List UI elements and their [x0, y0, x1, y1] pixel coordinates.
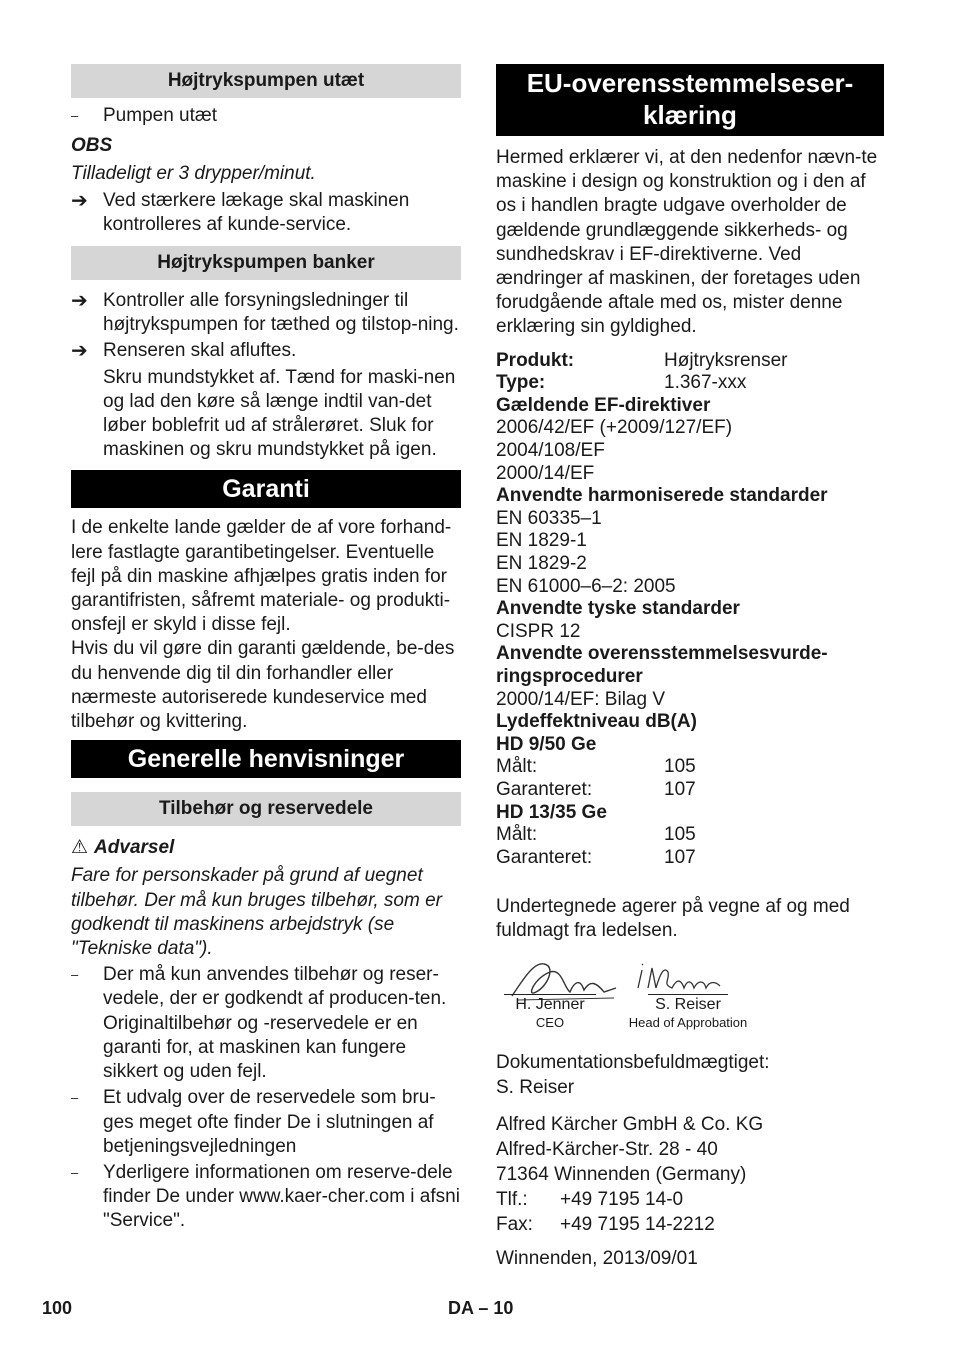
signature-reiser: [622, 994, 754, 1031]
right-column: [496, 64, 884, 1271]
company-city: 71364 Winnenden (Germany): [496, 1163, 747, 1185]
list-item: [71, 1161, 461, 1234]
declaration-details: [496, 350, 884, 870]
list-item: [71, 104, 461, 128]
documentation-name: S. Reiser: [496, 1076, 575, 1098]
fax-label: Fax:: [496, 1213, 533, 1235]
phone-value: +49 7195 14-0: [560, 1188, 684, 1210]
action-item: [71, 189, 461, 237]
documentation-label: Dokumentationsbefuldmægtiget:: [496, 1051, 770, 1073]
directive-item: 2006/42/EF (+2009/127/EF): [496, 417, 733, 439]
section-heading-pump-knocks: Højtrykspumpen banker: [71, 246, 461, 280]
place-date: Winnenden, 2013/09/01: [496, 1247, 698, 1269]
type-row: [496, 372, 884, 395]
standard-item: CISPR 12: [496, 620, 581, 642]
warranty-paragraph: I de enkelte lande gælder de af vore forhand-lere fastlagte garantibetingelser. Eventuelle fejl på din maskine afhjælpes gratis inden for garantifristen, såfremt materiale- og produkti-onsfejl er skyld i disse fejl.: [71, 517, 452, 636]
product-label: Produkt:: [496, 349, 575, 371]
phone-row: [496, 1187, 884, 1212]
fax-row: [496, 1212, 884, 1237]
list-item: [71, 963, 461, 1084]
type-value: 1.367-xxx: [664, 372, 747, 394]
type-label: Type:: [496, 372, 546, 394]
signatory-name: S. Reiser: [655, 995, 721, 1013]
signature-block: [496, 958, 884, 1048]
company-address: [496, 1112, 884, 1237]
note-text: Tilladeligt er 3 drypper/minut.: [71, 163, 316, 185]
note-label: OBS: [71, 135, 113, 157]
guaranteed-row: [496, 779, 884, 802]
action-text: Kontroller alle forsyningsledninger til højtrykspumpen for tæthed og tilstop-ning.: [103, 290, 459, 336]
measured-value: 105: [664, 824, 696, 846]
arrow-right-icon: ➔: [71, 189, 88, 212]
harmonised-heading: Anvendte harmoniserede standarder: [496, 485, 828, 507]
action-item: [71, 289, 461, 337]
standard-item: EN 60335–1: [496, 507, 602, 529]
action-text: Ved stærkere lækage skal maskinen kontrolleres af kunde-service.: [103, 189, 410, 235]
dash-bullet: –: [71, 967, 79, 983]
measured-row: [496, 824, 884, 847]
warning-label: Advarsel: [94, 837, 175, 859]
warranty-paragraph: Hvis du vil gøre din garanti gældende, be-des du henvende dig til din forhandler eller nærmeste autoriserede kundeservice med tilbehør og kvittering.: [71, 638, 455, 733]
left-column: [71, 64, 461, 1234]
product-row: [496, 350, 884, 373]
sound-level-heading: Lydeffektniveau dB(A): [496, 711, 697, 733]
model-name: HD 13/35 Ge: [496, 801, 607, 823]
measured-label: Målt:: [496, 824, 538, 846]
dash-bullet: –: [71, 108, 79, 123]
guaranteed-label: Garanteret:: [496, 778, 593, 800]
german-standards-heading: Anvendte tyske standarder: [496, 598, 740, 620]
section-heading-general: Generelle henvisninger: [71, 740, 461, 778]
heading-line: EU-overensstemmelseser-: [526, 68, 854, 98]
warning-text: Fare for personskader på grund af uegnet tilbehør. Der må kun bruges tilbehør, som er godkendt til maskinens arbejdstryk (se "Tekniske data").: [71, 865, 442, 960]
signatory-role: Head of Approbation: [628, 1014, 748, 1030]
guaranteed-value: 107: [664, 778, 696, 800]
standard-item: EN 1829-1: [496, 530, 587, 552]
section-heading-pump-leak: Højtrykspumpen utæt: [71, 64, 461, 98]
measured-label: Målt:: [496, 756, 538, 778]
arrow-right-icon: ➔: [71, 290, 88, 313]
undersigned-text: Undertegnede agerer på vegne af og med fuldmagt fra ledelsen.: [496, 896, 850, 942]
list-item-text: Pumpen utæt: [103, 105, 218, 126]
action-text: Renseren skal afluftes.: [103, 340, 297, 362]
action-item: [71, 339, 461, 363]
page-number: 100: [42, 1298, 73, 1318]
section-heading-accessories: Tilbehør og reservedele: [71, 792, 461, 826]
section-heading-warranty: Garanti: [71, 470, 461, 508]
measured-value: 105: [664, 756, 696, 778]
standard-item: EN 1829-2: [496, 552, 587, 574]
section-heading-eu-declaration: [496, 64, 884, 136]
company-street: Alfred-Kärcher-Str. 28 - 40: [496, 1138, 718, 1160]
dash-bullet: –: [71, 1164, 79, 1180]
guaranteed-row: [496, 847, 884, 870]
list-item-text: Yderligere informationen om reserve-dele finder De under www.kaer-cher.com i afsni "Service".: [103, 1161, 460, 1232]
directive-item: 2004/108/EF: [496, 440, 605, 461]
declaration-intro: Hermed erklærer vi, at den nedenfor nævn-te maskine i design og konstruktion og i den af os i handlen bragte udgave overholder de gældende grundlæggende sikkerheds- og sundhedskrav i EF-direktiverne. Ved ændringer af maskinen, der foretages uden forudgående aftale med os, mister denne erklæring sin gyldighed.: [496, 147, 878, 338]
procedure-heading: ringsprocedurer: [496, 665, 643, 687]
list-item-text: Et udvalg over de reservedele som bru-ges meget ofte finder De i slutningen af betjeningsvejledningen: [103, 1087, 436, 1157]
company-name: Alfred Kärcher GmbH & Co. KG: [496, 1113, 764, 1135]
guaranteed-label: Garanteret:: [496, 846, 593, 868]
signatory-name: H. Jenner: [515, 995, 585, 1013]
list-item-text: Der må kun anvendes tilbehør og reser-vedele, der er godkendt af producen-ten. Originaltilbehør og -reservedele er en garanti for, at maskinen kan fungere sikkert og uden fejl.: [103, 964, 447, 1083]
warning-triangle-icon: ⚠: [71, 837, 89, 859]
product-value: Højtryksrenser: [664, 349, 788, 371]
guaranteed-value: 107: [664, 846, 696, 868]
procedure-heading: Anvendte overensstemmelsesvurde-: [496, 643, 828, 665]
signatory-role: CEO: [535, 1014, 565, 1030]
instruction-text: Skru mundstykket af. Tænd for maski-nen og lad den køre så længe indtil van-det løber boblefrit ud af strålerøret. Sluk for maskinen og skru mundstykket på igen.: [103, 366, 456, 461]
procedure-value: 2000/14/EF: Bilag V: [496, 688, 665, 710]
language-page-label: DA – 10: [448, 1298, 514, 1318]
list-item: [71, 1086, 461, 1159]
standard-item: EN 61000–6–2: 2005: [496, 575, 676, 597]
warning-heading: [71, 836, 461, 860]
heading-line: klæring: [643, 100, 737, 130]
directives-heading: Gældende EF-direktiver: [496, 394, 711, 416]
dash-bullet: –: [71, 1090, 79, 1106]
measured-row: [496, 756, 884, 779]
phone-label: Tlf.:: [496, 1188, 528, 1210]
arrow-right-icon: ➔: [71, 340, 88, 363]
model-name: HD 9/50 Ge: [496, 733, 597, 755]
fax-value: +49 7195 14-2212: [560, 1213, 715, 1235]
directive-item: 2000/14/EF: [496, 462, 595, 484]
signature-jenner: [504, 994, 596, 1031]
